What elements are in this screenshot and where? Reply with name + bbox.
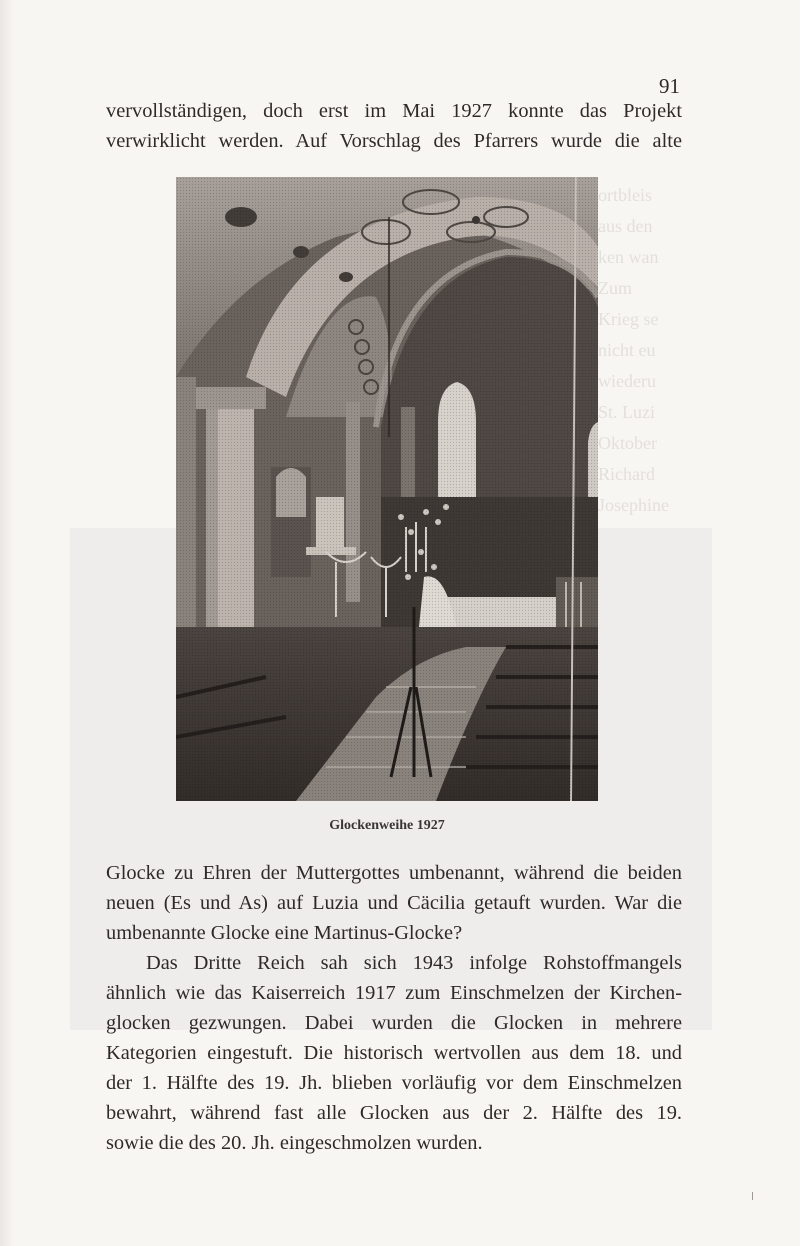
text-line: der 1. Hälfte des 19. Jh. blieben vorläufig vor dem Einschmelzen (106, 1072, 682, 1094)
paragraph-continuation (106, 96, 682, 156)
text-line: vervollständigen, doch erst im Mai 1927 konnte das Projekt (106, 100, 682, 122)
figure-caption: Glockenweihe 1927 (329, 818, 445, 833)
text-line: Kategorien eingestuft. Die historisch wertvollen aus dem 18. und (106, 1042, 682, 1064)
text-line: verwirklicht werden. Auf Vorschlag des Pfarrers wurde die alte (106, 130, 682, 152)
text-line: Das Dritte Reich sah sich 1943 infolge Rohstoffmangels (146, 952, 682, 974)
showthrough-text-from-reverse: ortbleis aus den ken wan Zum Krieg se nicht eu wiederu St. Luzi Oktober Richard Josephine (598, 185, 669, 515)
text-line: umbenannte Glocke eine Martinus-Glocke? (106, 922, 463, 944)
church-interior-photo (176, 177, 598, 801)
text-line: Glocke zu Ehren der Muttergottes umbenannt, während die beiden (106, 862, 682, 884)
text-line: glocken gezwungen. Dabei wurden die Glocken in mehrere (106, 1012, 682, 1034)
photo-illustration (176, 177, 598, 801)
text-line: ähnlich wie das Kaiserreich 1917 zum Einschmelzen der Kirchen- (106, 982, 682, 1004)
text-line: neuen (Es und As) auf Luzia und Cäcilia getauft wurden. War die (106, 892, 682, 914)
scan-speck (752, 1192, 753, 1200)
text-line: sowie die des 20. Jh. eingeschmolzen wurden. (106, 1132, 483, 1154)
page-edge-shadow (0, 0, 14, 1246)
text-line: bewahrt, während fast alle Glocken aus der 2. Hälfte des 19. (106, 1102, 682, 1124)
body-text (106, 858, 682, 1158)
page-number: 91 (659, 74, 680, 98)
